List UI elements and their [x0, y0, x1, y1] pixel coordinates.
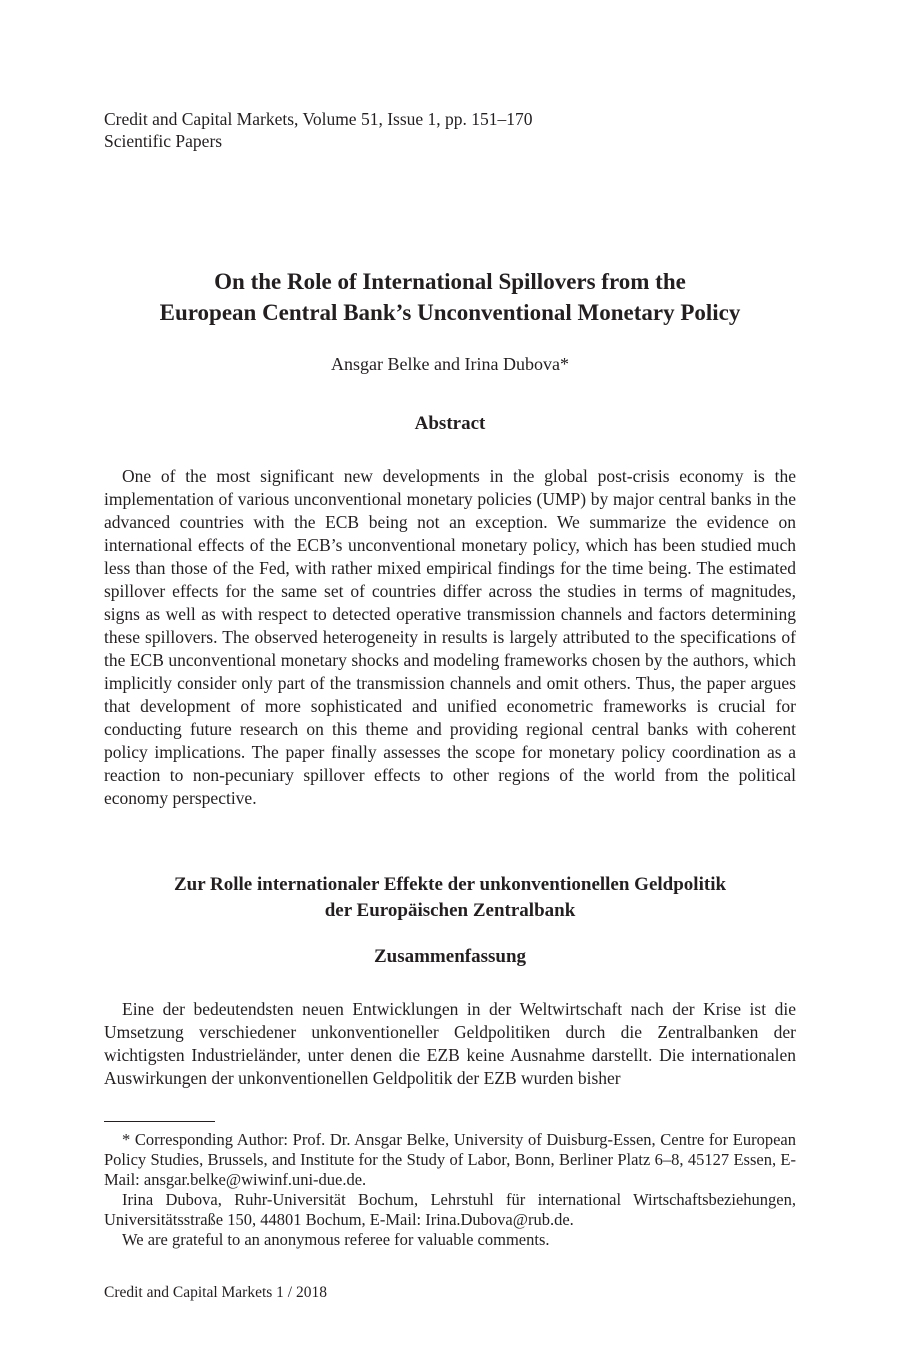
paper-title-line-1: On the Role of International Spillovers from the [214, 269, 686, 294]
footnote-corresponding-author: * Corresponding Author: Prof. Dr. Ansgar Belke, University of Duisburg-Essen, Centre for European Policy Studies, Brussels, and Institute for the Study of Labor, Bonn, Berliner Platz 6–8, 45127 Essen, E-Mail: ansgar.belke@wiwinf.uni-due.de. [104, 1130, 796, 1189]
abstract-heading: Abstract [414, 413, 486, 434]
footnote-acknowledgement: We are grateful to an anonymous referee for valuable comments. [122, 1230, 550, 1249]
section-label: Scientific Papers [104, 131, 223, 151]
german-title-line-2: der Europäischen Zentralbank [324, 900, 576, 921]
zusammenfassung-heading: Zusammenfassung [373, 946, 527, 967]
paper-title [104, 266, 796, 328]
footnotes [104, 1130, 796, 1250]
authors: Ansgar Belke and Irina Dubova* [331, 354, 569, 374]
abstract-text: One of the most significant new developments in the global post-crisis economy is the implementation of various unconventional monetary policies (UMP) by major central banks in the advanced countries with the ECB being not an exception. We summarize the evidence on international effects of the ECB’s unconventional monetary policy, which has been studied much less than those of the Fed, with rather mixed empirical findings for the time being. The estimated spillover effects for the same set of countries differ across the studies in terms of magnitudes, signs as well as with respect to detected operative transmission channels and factors determining these spillovers. The observed heterogeneity in results is largely attributed to the specifications of the ECB unconventional monetary shocks and modeling frameworks chosen by the authors, which implicitly consider only part of the transmission channels and omit others. Thus, the paper argues that development of more sophisticated and unified econometric frameworks is crucial for conducting future research on this theme and providing regional central banks with coherent policy implications. The paper finally assesses the scope for monetary policy coordination as a reaction to non-pecuniary spillover effects to other regions of the world from the political economy perspective. [104, 466, 796, 808]
running-head [104, 108, 533, 152]
german-title-line-1: Zur Rolle internationaler Effekte der unkonventionellen Geldpolitik [173, 874, 727, 895]
footnote-second-author: Irina Dubova, Ruhr-Universität Bochum, Lehrstuhl für international Wirtschaftsbeziehungen, Universitätsstraße 150, 44801 Bochum, E-Mail: Irina.Dubova@rub.de. [104, 1190, 796, 1229]
page-footer: Credit and Capital Markets 1 / 2018 [104, 1284, 327, 1301]
zusammenfassung-text: Eine der bedeutendsten neuen Entwicklungen in der Weltwirtschaft nach der Krise ist die Umsetzung verschiedener unkonventioneller Geldpolitiken durch die Zentralbanken der wichtigsten Industrieländer, unter denen die EZB keine Ausnahme darstellt. Die internationalen Auswirkungen der unkonventionellen Geldpolitik der EZB wurden bisher [104, 999, 796, 1088]
german-title [104, 872, 796, 924]
paper-title-line-2: European Central Bank’s Unconventional Monetary Policy [159, 300, 741, 325]
journal-citation: Credit and Capital Markets, Volume 51, Issue 1, pp. 151–170 [104, 109, 533, 129]
footnote-divider [104, 1121, 215, 1122]
